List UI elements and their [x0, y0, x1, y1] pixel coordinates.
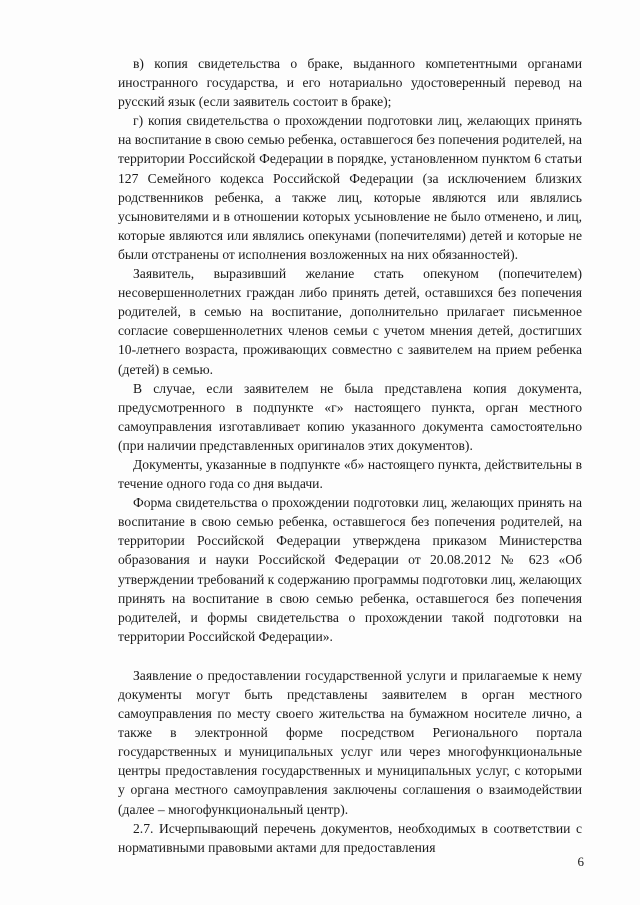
paragraph-submission: Заявление о предоставлении государственной услуги и прилагаемые к нему документы могут быть представлены заявителем в орган местного самоуправления по месту своего жительства на бумажном носителе лично, а также в электронной форме посредством Регионального портала государственных и муниципальных услуг или через многофункциональные центры предоставления государственных и муниципальных услуг, с которыми у органа местного самоуправления заключены соглашения о взаимодействии (далее – многофункциональный центр).: [118, 667, 582, 817]
document-body: [118, 54, 582, 857]
paragraph-section-2-7: 2.7. Исчерпывающий перечень документов, необходимых в соответствии с нормативными правовыми актами для предоставления: [118, 820, 582, 855]
paragraph-item-v: в) копия свидетельства о браке, выданного компетентными органами иностранного государства, и его нотариально удостоверенный перевод на русский язык (если заявитель состоит в браке);: [118, 56, 582, 110]
paragraph-gap: [118, 646, 582, 666]
paragraph-validity: Документы, указанные в подпункте «б» настоящего пункта, действительны в течение одного года со дня выдачи.: [118, 456, 582, 492]
paragraph-copy-by-authority: В случае, если заявителем не была представлена копия документа, предусмотренного в подпункте «г» настоящего пункта, орган местного самоуправления изготавливает копию указанного документа самостоятельно (при наличии представленных оригиналов этих документов).: [118, 380, 582, 453]
paragraph-applicant-consent: Заявитель, выразивший желание стать опекуном (попечителем) несовершеннолетних граждан либо принять детей, оставшихся без попечения родителей, в семью на воспитание, дополнительно прилагает письменное согласие совершеннолетних членов семьи с учетом мнения детей, достигших 10-летнего возраста, проживающих совместно с заявителем на прием ребенка (детей) в семью.: [118, 266, 582, 377]
page-number: 6: [577, 854, 584, 869]
paragraph-certificate-form: Форма свидетельства о прохождении подготовки лиц, желающих принять на воспитание в свою семью ребенка, оставшегося без попечения родителей, на территории Российской Федерации утверждена приказом Министерства образования и науки Российской Федерации от 20.08.2012 № 623 «Об утверждении требований к содержанию программы подготовки лиц, желающих принять на воспитание в свою семью ребенка, оставшегося без попечения родителей, и формы свидетельства о прохождении такой подготовки на территории Российской Федерации».: [118, 495, 582, 644]
paragraph-item-g: г) копия свидетельства о прохождении подготовки лиц, желающих принять на воспитание в свою семью ребенка, оставшегося без попечения родителей, на территории Российской Федерации в порядке, установленном пунктом 6 статьи 127 Семейного кодекса Российской Федерации (за исключением близких родственников ребенка, а также лиц, которые являются или являлись усыновителями и в отношении которых усыновление не было отменено, и лиц, которые являются или являлись опекунами (попечителями) детей и которые не были отстранены от исполнения возложенных на них обязанностей).: [118, 113, 582, 262]
